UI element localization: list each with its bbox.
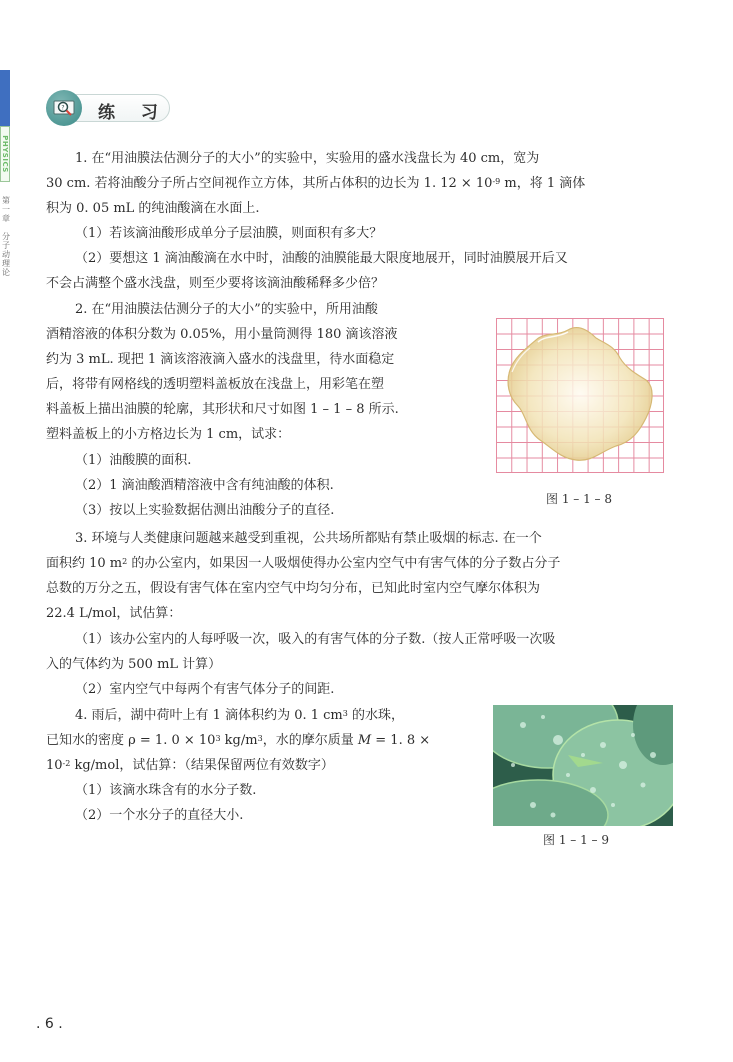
problem-2-sub-3: （3）按以上实验数据估测出油酸分子的直径. bbox=[75, 503, 335, 518]
chapter-char: 一 bbox=[2, 205, 10, 214]
problem-4-line-1: 4. 雨后，湖中荷叶上有 1 滴体积约为 0. 1 $cm^3$ 的水珠， bbox=[75, 708, 404, 723]
chapter-indicator bbox=[1, 196, 11, 277]
svg-text:?: ? bbox=[61, 104, 65, 112]
chapter-title-char: 动 bbox=[2, 250, 10, 259]
subject-tab bbox=[0, 126, 10, 182]
oil-film-shape bbox=[496, 318, 664, 473]
problem-2-line-1: 2. 在“用油膜法估测分子的大小”的实验中，所用油酸 bbox=[75, 302, 378, 317]
problem-3-sub-1: （1）该办公室内的人每呼吸一次，吸入的有害气体的分子数.（按人正常呼吸一次吸 bbox=[75, 632, 556, 647]
page-number: . 6 . bbox=[36, 1016, 63, 1032]
figure-1-1-9-lotus-photo bbox=[493, 705, 673, 826]
problem-4-sub-2: （2）一个水分子的直径大小. bbox=[75, 808, 244, 823]
problem-1-sub-1: （1）若该滴油酸形成单分子层油膜，则面积有多大？ bbox=[75, 226, 383, 241]
chapter-title-char: 子 bbox=[2, 241, 10, 250]
problem-2-sub-2: （2）1 滴油酸酒精溶液中含有纯油酸的体积. bbox=[75, 478, 334, 493]
problem-1-line-2: 30 cm. 若将油酸分子所占空间视作立方体，其所占体积的边长为 1. $12 \times 10^{-9}$ m，将 1 滴体 bbox=[46, 176, 586, 191]
problem-1-line-1: 1. 在“用油膜法估测分子的大小”的实验中，实验用的盛水浅盘长为 40 cm，宽为 bbox=[75, 151, 540, 166]
magnifier-book-icon bbox=[53, 97, 75, 119]
chapter-tab-color-bar bbox=[0, 70, 10, 126]
problem-4-sub-1: （1）该滴水珠含有的水分子数. bbox=[75, 783, 257, 798]
problem-3-line-3: 总数的万分之五，假设有害气体在室内空气中均匀分布，已知此时室内空气摩尔体积为 bbox=[46, 581, 541, 596]
chapter-title-char: 论 bbox=[2, 268, 10, 277]
section-title: 练 习 bbox=[98, 103, 168, 123]
problem-2-line-4: 后，将带有网格线的透明塑料盖板放在浅盘上，用彩笔在塑 bbox=[46, 377, 385, 392]
problem-3-line-2: 面积约 10 $m^2$ 的办公室内，如果因一人吸烟使得办公室内空气中有害气体的分子数占分子 bbox=[46, 556, 561, 571]
problem-1-line-3: 积为 0. 05 mL 的纯油酸滴在水面上. bbox=[46, 201, 260, 216]
problem-3-line-1: 3. 环境与人类健康问题越来越受到重视，公共场所都贴有禁止吸烟的标志. 在一个 bbox=[75, 531, 542, 546]
problem-4-line-3: $10^{-2}$ kg/mol，试估算：（结果保留两位有效数字） bbox=[46, 758, 334, 773]
figure-1-1-8-oil-film-grid bbox=[496, 318, 664, 473]
problem-1-sub-2-cont: 不会占满整个盛水浅盘，则至少要将该滴油酸稀释多少倍？ bbox=[46, 276, 385, 291]
problem-1-sub-2: （2）要想这 1 滴油酸滴在水中时，油酸的油膜能最大限度地展开，同时油膜展开后又 bbox=[75, 251, 568, 266]
problem-3-line-4: 22.4 L/mol，试估算： bbox=[46, 606, 182, 621]
chapter-title-char: 理 bbox=[2, 259, 10, 268]
problem-3-sub-1-cont: 入的气体约为 500 mL 计算） bbox=[46, 657, 222, 672]
problem-2-line-3: 约为 3 mL. 现把 1 滴该溶液滴入盛水的浅盘里，待水面稳定 bbox=[46, 352, 395, 367]
chapter-char: 章 bbox=[2, 214, 10, 223]
heading-icon-circle bbox=[46, 90, 82, 126]
problem-2-line-5: 料盖板上描出油膜的轮廓，其形状和尺寸如图 1 – 1 – 8 所示. bbox=[46, 402, 399, 417]
problem-4-line-2: 已知水的密度 ρ = 1. $0 \times 10^3$ $kg/m^3$，水的摩尔质量 M = 1. 8 × bbox=[46, 733, 431, 748]
problem-2-line-6: 塑料盖板上的小方格边长为 1 cm，试求： bbox=[46, 427, 291, 442]
figure-1-1-8-caption: 图 1 – 1 – 8 bbox=[546, 492, 612, 506]
figure-1-1-9-caption: 图 1 – 1 – 9 bbox=[543, 833, 609, 847]
chapter-char: 第 bbox=[2, 196, 10, 205]
chapter-title-char: 分 bbox=[2, 232, 10, 241]
problem-3-sub-2: （2）室内空气中每两个有害气体分子的间距. bbox=[75, 682, 335, 697]
problem-2-sub-1: （1）油酸膜的面积. bbox=[75, 453, 192, 468]
subject-label: PHYSICS bbox=[1, 135, 9, 173]
problem-2-line-2: 酒精溶液的体积分数为 0.05%，用小量筒测得 180 滴该溶液 bbox=[46, 327, 398, 342]
section-heading bbox=[46, 90, 171, 126]
lotus-leaves-image bbox=[493, 705, 673, 826]
